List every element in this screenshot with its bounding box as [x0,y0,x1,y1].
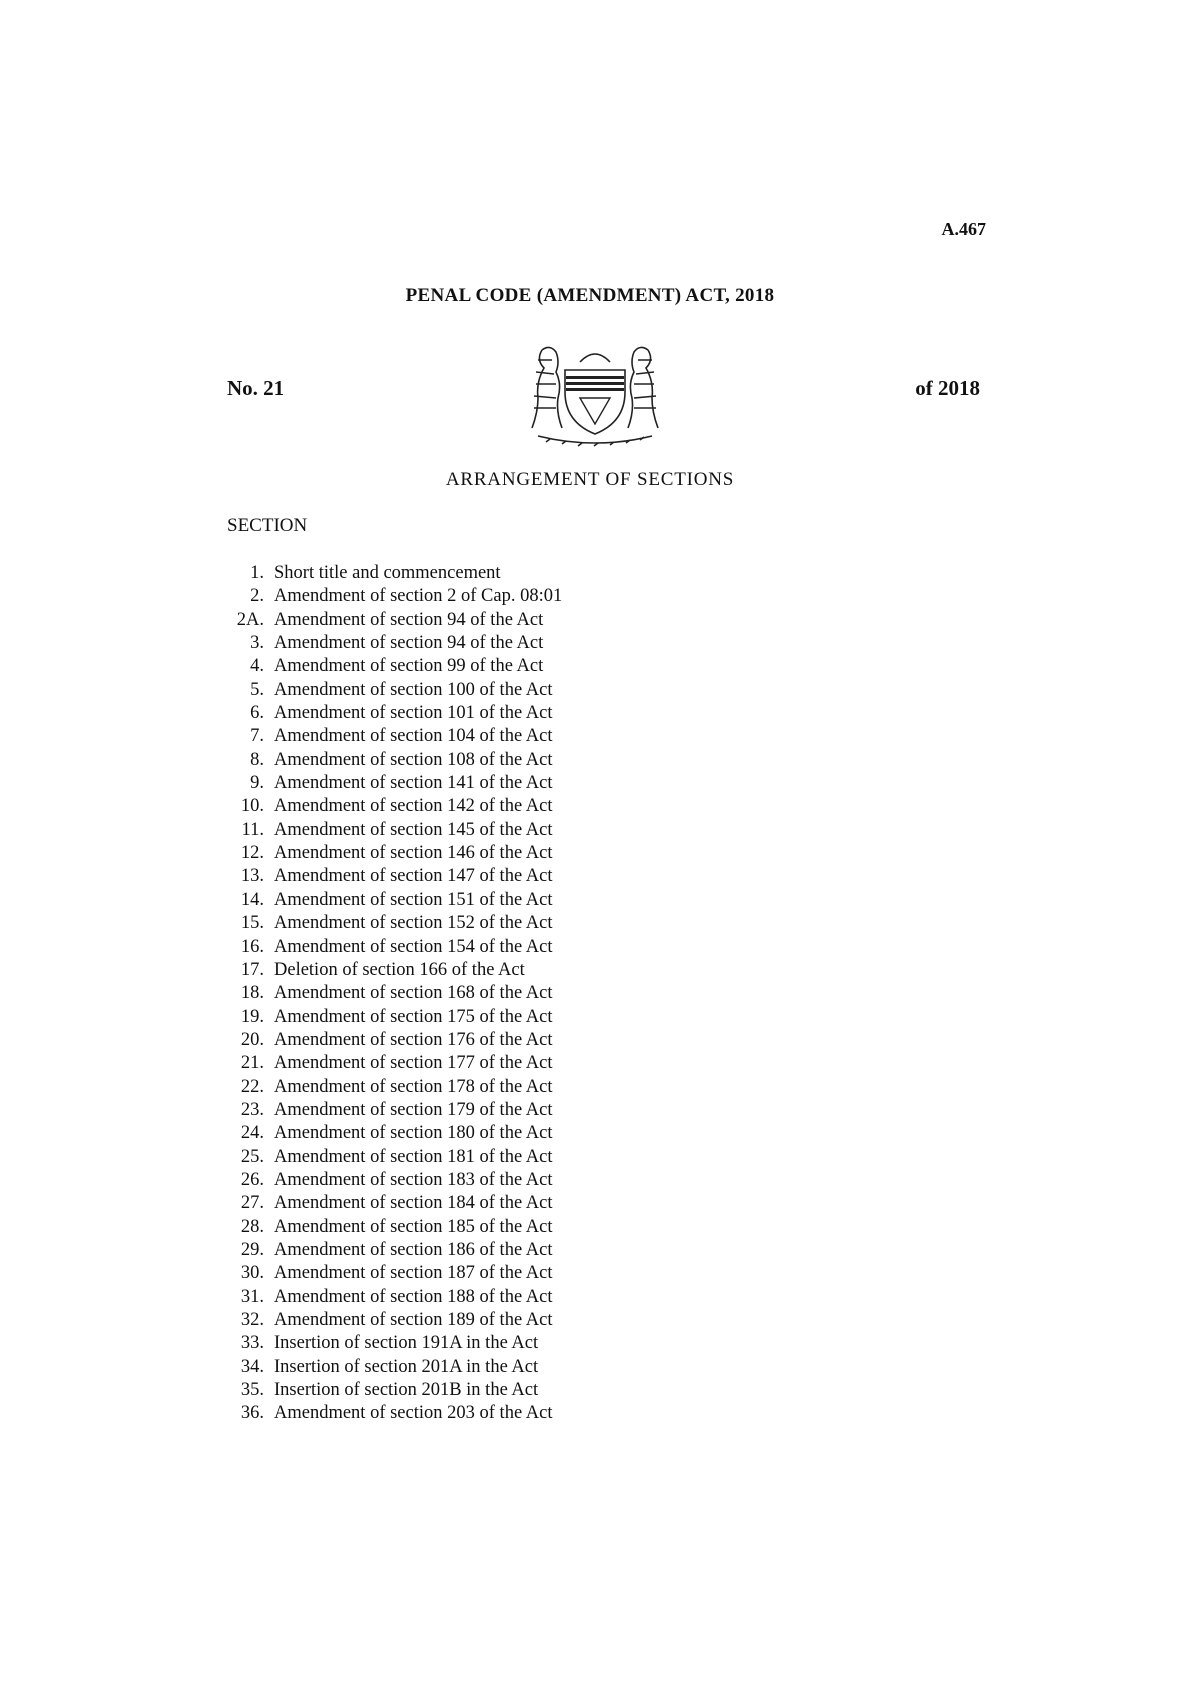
section-item [200,1216,562,1239]
section-title: Amendment of section 146 of the Act [274,843,553,864]
section-item [200,819,562,842]
page-number: A.467 [941,219,986,239]
section-item [200,562,562,585]
section-number: 5. [250,679,264,700]
section-item [200,1356,562,1379]
section-number: 36. [240,1403,264,1424]
act-title: PENAL CODE (AMENDMENT) ACT, 2018 [405,285,775,306]
section-number: 33. [240,1333,264,1354]
section-item [200,1332,562,1355]
section-number: 13. [240,866,264,887]
section-title: Amendment of section 181 of the Act [274,1146,553,1167]
section-number: 11. [241,819,264,840]
section-title: Amendment of section 168 of the Act [274,983,553,1004]
section-item [200,889,562,912]
section-title: Amendment of section 189 of the Act [274,1310,553,1330]
section-item [200,632,562,655]
section-title: Amendment of section 175 of the Act [274,1006,553,1027]
sections-list [200,562,562,1426]
section-title: Amendment of section 176 of the Act [274,1029,553,1050]
section-title: Amendment of section 177 of the Act [274,1053,553,1074]
section-item [200,1402,562,1425]
section-item [200,912,562,935]
section-title: Deletion of section 166 of the Act [274,959,525,980]
section-number: 4. [250,656,264,677]
section-title: Amendment of section 185 of the Act [274,1216,553,1237]
section-item [200,982,562,1005]
section-number: 1. [250,563,264,583]
section-title: Amendment of section 186 of the Act [274,1239,553,1260]
arrangement-heading: ARRANGEMENT OF SECTIONS [445,469,735,490]
section-number: 12. [240,843,264,864]
coat-of-arms-emblem [520,340,670,452]
section-number: 2. [250,586,264,607]
section-number: 21. [240,1053,264,1074]
section-item [200,865,562,888]
section-number: 9. [250,773,264,794]
section-number: 6. [250,703,264,724]
section-item [200,842,562,865]
section-item [200,1309,562,1332]
section-number: 26. [240,1169,264,1190]
section-number: 20. [240,1029,264,1050]
section-number: 25. [240,1146,264,1167]
section-number: 16. [240,936,264,957]
section-item [200,702,562,725]
section-title: Amendment of section 152 of the Act [274,913,553,934]
section-item [200,655,562,678]
section-title: Amendment of section 99 of the Act [274,656,544,677]
section-title: Amendment of section 187 of the Act [274,1263,553,1284]
section-item [200,1169,562,1192]
section-title: Amendment of section 179 of the Act [274,1099,553,1120]
section-title: Short title and commencement [274,563,501,583]
section-number: 34. [240,1356,264,1377]
section-number: 30. [240,1263,264,1284]
section-title: Amendment of section 151 of the Act [274,889,553,910]
section-number: 3. [250,633,264,654]
section-number: 24. [240,1123,264,1144]
section-title: Amendment of section 94 of the Act [274,633,544,654]
section-title: Insertion of section 201A in the Act [274,1356,539,1377]
section-item [200,772,562,795]
section-item [200,1262,562,1285]
section-item [200,1239,562,1262]
section-heading: SECTION [227,515,308,536]
section-title: Amendment of section 183 of the Act [274,1169,553,1190]
section-number: 7. [250,726,264,747]
section-title: Amendment of section 101 of the Act [274,703,553,724]
section-item [200,679,562,702]
section-number: 29. [240,1239,264,1260]
section-title: Amendment of section 145 of the Act [274,819,553,840]
section-number: 15. [240,913,264,934]
section-item [200,1099,562,1122]
section-title: Insertion of section 191A in the Act [274,1333,539,1354]
section-item [200,1052,562,1075]
section-number: 8. [250,749,264,770]
section-title: Amendment of section 141 of the Act [274,773,553,794]
section-number: 14. [240,889,264,910]
section-item [200,1076,562,1099]
section-item [200,1006,562,1029]
section-title: Amendment of section 178 of the Act [274,1076,553,1097]
section-item [200,1029,562,1052]
section-item [200,609,562,632]
section-number: 18. [240,983,264,1004]
section-item [200,795,562,818]
section-title: Amendment of section 154 of the Act [274,936,553,957]
section-item [200,1379,562,1402]
section-title: Amendment of section 184 of the Act [274,1193,553,1214]
section-number: 35. [240,1380,264,1401]
section-title: Amendment of section 2 of Cap. 08:01 [274,586,563,607]
section-number: 32. [240,1310,264,1330]
section-item [200,1286,562,1309]
section-item [200,749,562,772]
section-number: 19. [240,1006,264,1027]
section-number: 23. [240,1099,264,1120]
section-title: Amendment of section 142 of the Act [274,796,553,817]
section-number: 22. [240,1076,264,1097]
section-title: Amendment of section 188 of the Act [274,1286,553,1307]
section-title: Amendment of section 108 of the Act [274,749,553,770]
section-title: Amendment of section 147 of the Act [274,866,553,887]
section-item [200,1146,562,1169]
section-title: Amendment of section 180 of the Act [274,1123,553,1144]
section-item [200,725,562,748]
section-item [200,936,562,959]
section-title: Amendment of section 104 of the Act [274,726,553,747]
section-item [200,959,562,982]
section-number: 2A. [236,609,264,630]
section-title: Amendment of section 100 of the Act [274,679,553,700]
act-number: No. 21 [227,376,285,400]
section-number: 28. [240,1216,264,1237]
section-number: 31. [240,1286,264,1307]
section-number: 27. [240,1193,264,1214]
section-item [200,1192,562,1215]
act-year: of 2018 [915,376,980,400]
section-item [200,585,562,608]
section-item [200,1122,562,1145]
section-title: Insertion of section 201B in the Act [274,1380,539,1401]
section-number: 17. [240,959,264,980]
section-title: Amendment of section 94 of the Act [274,609,544,630]
section-number: 10. [240,796,264,817]
section-title: Amendment of section 203 of the Act [274,1403,553,1424]
